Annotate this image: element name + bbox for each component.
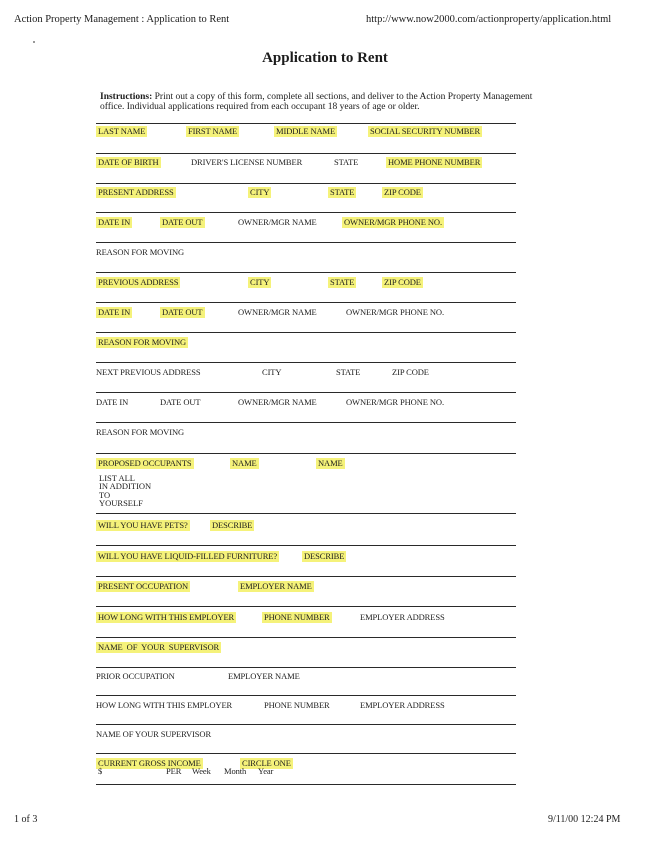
row-next-previous-dates [96, 397, 516, 409]
label-employer-name: EMPLOYER NAME [240, 581, 312, 591]
label-date-in: DATE IN [98, 217, 131, 227]
list-all-line: TO [99, 489, 111, 500]
row-pets [96, 520, 516, 532]
label-circle-one: CIRCLE ONE [242, 758, 291, 768]
label-occupant-name-2: NAME [318, 458, 343, 468]
label-zip: ZIP CODE [384, 277, 421, 287]
rule [96, 513, 516, 514]
page-number: 1 of 3 [14, 814, 38, 825]
label-owner-mgr-phone: OWNER/MGR PHONE NO. [346, 307, 444, 317]
label-dollar: $ [98, 766, 103, 776]
rule [96, 242, 516, 243]
rule [96, 422, 516, 423]
label-state: STATE [334, 157, 359, 167]
row-prior-occupation [96, 671, 516, 683]
label-city: CITY [250, 277, 270, 287]
row-liquid-furniture [96, 551, 516, 563]
rule [96, 784, 516, 785]
document-title: Application to Rent [262, 50, 388, 66]
label-home-phone: HOME PHONE NUMBER [388, 157, 481, 167]
label-zip: ZIP CODE [392, 367, 429, 377]
rule [96, 724, 516, 725]
label-state: STATE [330, 187, 355, 197]
scan-speck [33, 41, 35, 43]
rule [96, 545, 516, 546]
rule [96, 123, 516, 124]
row-prior-supervisor [96, 729, 516, 741]
list-all-line: IN ADDITION [99, 481, 152, 492]
label-describe-pets: DESCRIBE [212, 520, 253, 530]
label-previous-address: PREVIOUS ADDRESS [98, 277, 179, 287]
label-date-out: DATE OUT [162, 307, 203, 317]
option-week[interactable]: Week [192, 766, 211, 776]
print-header-url: http://www.now2000.com/actionproperty/application.html [366, 14, 612, 25]
label-phone-number: PHONE NUMBER [264, 700, 330, 710]
row-previous-reason [96, 337, 516, 349]
label-owner-mgr-phone: OWNER/MGR PHONE NO. [346, 397, 444, 407]
row-present-address [96, 187, 516, 199]
rule [96, 392, 516, 393]
rule [96, 753, 516, 754]
rule [96, 272, 516, 273]
label-drivers-license: DRIVER'S LICENSE NUMBER [191, 157, 303, 167]
row-next-previous-address [96, 367, 516, 379]
print-datetime: 9/11/00 12:24 PM [548, 814, 621, 825]
row-proposed-occupants [96, 458, 516, 470]
label-zip: ZIP CODE [384, 187, 421, 197]
label-reason-for-moving: REASON FOR MOVING [96, 247, 185, 257]
rule [96, 362, 516, 363]
label-present-address: PRESENT ADDRESS [98, 187, 174, 197]
instructions [100, 92, 540, 112]
row-dob [96, 157, 516, 169]
rule [96, 606, 516, 607]
row-previous-address [96, 277, 516, 289]
rule [96, 302, 516, 303]
row-next-previous-reason [96, 427, 516, 439]
label-date-out: DATE OUT [160, 397, 201, 407]
label-owner-mgr-name: OWNER/MGR NAME [238, 307, 317, 317]
print-header-title: Action Property Management : Application to Rent [14, 14, 230, 25]
rule [96, 695, 516, 696]
row-present-employer [96, 612, 516, 624]
label-first-name: FIRST NAME [188, 126, 238, 136]
label-middle-name: MIDDLE NAME [276, 126, 336, 136]
label-state: STATE [330, 277, 355, 287]
option-month[interactable]: Month [224, 766, 247, 776]
row-income-period [96, 766, 516, 778]
list-all-line: YOURSELF [99, 498, 143, 509]
row-previous-dates [96, 307, 516, 319]
instructions-text: Print out a copy of this form, complete all sections, and deliver to the Action Property Management office. Individual applications required from each occupant 18 years of age or older. [100, 92, 533, 112]
label-ssn: SOCIAL SECURITY NUMBER [370, 126, 481, 136]
row-present-supervisor [96, 642, 516, 654]
list-all-note [99, 474, 151, 508]
rule [96, 576, 516, 577]
label-reason-for-moving: REASON FOR MOVING [98, 337, 187, 347]
list-all-line: LIST ALL [99, 473, 135, 483]
row-prior-employer [96, 700, 516, 712]
option-year[interactable]: Year [258, 766, 274, 776]
label-liquid-furniture: WILL YOU HAVE LIQUID-FILLED FURNITURE? [98, 551, 278, 561]
label-how-long-employer: HOW LONG WITH THIS EMPLOYER [98, 612, 235, 622]
label-date-in: DATE IN [96, 397, 129, 407]
label-owner-mgr-phone: OWNER/MGR PHONE NO. [344, 217, 442, 227]
label-date-out: DATE OUT [162, 217, 203, 227]
rule [96, 153, 516, 154]
label-pets: WILL YOU HAVE PETS? [98, 520, 188, 530]
label-reason-for-moving: REASON FOR MOVING [96, 427, 185, 437]
label-gross-income: CURRENT GROSS INCOME [98, 758, 201, 768]
rule [96, 332, 516, 333]
label-employer-address: EMPLOYER ADDRESS [360, 700, 445, 710]
label-employer-name: EMPLOYER NAME [228, 671, 300, 681]
rule [96, 667, 516, 668]
rule [96, 453, 516, 454]
label-supervisor: NAME OF YOUR SUPERVISOR [98, 642, 220, 652]
label-supervisor: NAME OF YOUR SUPERVISOR [96, 729, 212, 739]
label-next-previous-address: NEXT PREVIOUS ADDRESS [96, 367, 201, 377]
label-last-name: LAST NAME [98, 126, 146, 136]
label-city: CITY [262, 367, 282, 377]
label-describe-furniture: DESCRIBE [304, 551, 345, 561]
label-how-long-employer: HOW LONG WITH THIS EMPLOYER [96, 700, 233, 710]
row-names [96, 126, 516, 138]
rule [96, 212, 516, 213]
label-dob: DATE OF BIRTH [98, 157, 159, 167]
row-present-reason [96, 247, 516, 259]
label-proposed-occupants: PROPOSED OCCUPANTS [98, 458, 192, 468]
label-state: STATE [336, 367, 361, 377]
label-occupant-name-1: NAME [232, 458, 257, 468]
label-owner-mgr-name: OWNER/MGR NAME [238, 217, 317, 227]
rule [96, 183, 516, 184]
label-phone-number: PHONE NUMBER [264, 612, 330, 622]
label-per: PER [166, 766, 182, 776]
rule [96, 637, 516, 638]
label-owner-mgr-name: OWNER/MGR NAME [238, 397, 317, 407]
row-present-dates [96, 217, 516, 229]
label-prior-occupation: PRIOR OCCUPATION [96, 671, 175, 681]
instructions-lead: Instructions: [100, 92, 153, 102]
label-city: CITY [250, 187, 270, 197]
row-present-occupation [96, 581, 516, 593]
label-employer-address: EMPLOYER ADDRESS [360, 612, 445, 622]
label-present-occupation: PRESENT OCCUPATION [98, 581, 189, 591]
label-date-in: DATE IN [98, 307, 131, 317]
